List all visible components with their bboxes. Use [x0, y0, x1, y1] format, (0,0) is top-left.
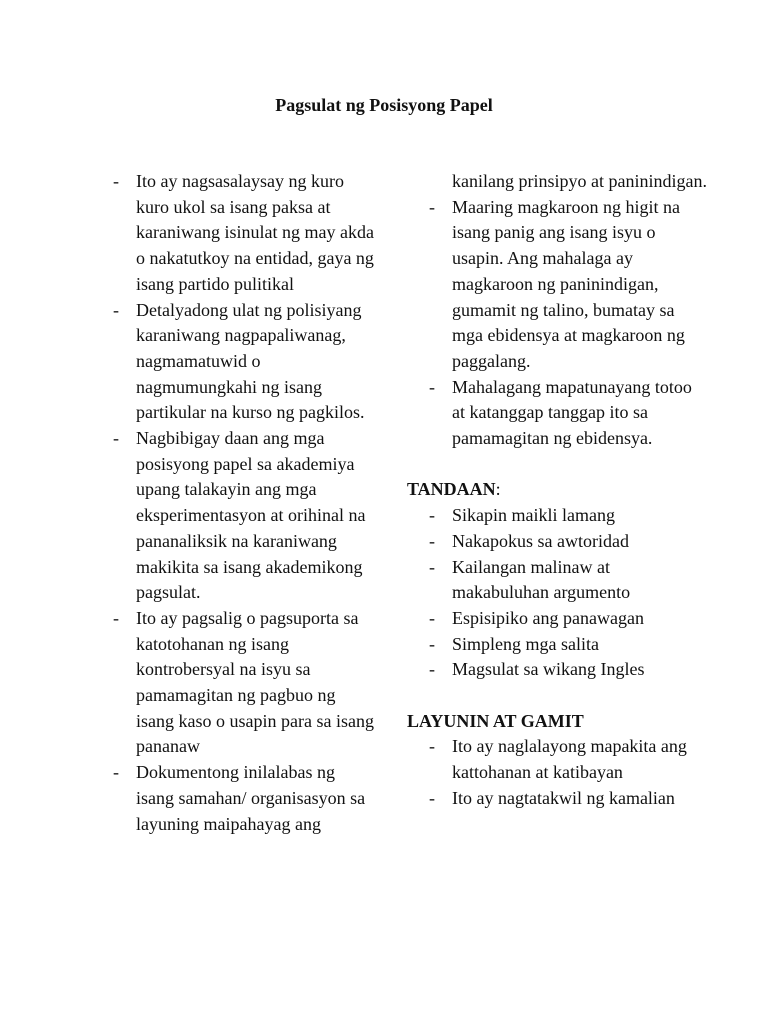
definition-list-continued — [407, 195, 707, 452]
list-item: - Kailangan malinaw at makabuluhan argumento — [407, 555, 707, 606]
list-item: - Maaring magkaroon ng higit na isang panig ang isang isyu o usapin. Ang mahalaga ay magkaroon ng paninindigan, gumamit ng talino, bumatay sa mga ebidensya at magkaroon ng paggalang. — [407, 195, 707, 375]
list-item: - Mahalagang mapatunayang totoo at katanggap tanggap ito sa pamamagitan ng ebidensya. — [407, 375, 707, 452]
tandaan-list — [407, 503, 707, 683]
spacer — [407, 683, 707, 709]
list-item: - Espisipiko ang panawagan — [407, 606, 707, 632]
list-item: - Ito ay nagtatakwil ng kamalian — [407, 786, 707, 812]
left-column — [112, 169, 377, 837]
list-item: - Dokumentong inilalabas ng isang samahan/ organisasyon sa layuning maipahayag ang — [112, 760, 377, 837]
list-item: - Magsulat sa wikang Ingles — [407, 657, 707, 683]
list-item: - Simpleng mga salita — [407, 632, 707, 658]
list-item: - Detalyadong ulat ng polisiyang karaniwang nagpapaliwanag, nagmamatuwid o nagmumungkahi ng isang partikular na kurso ng pagkilos. — [112, 298, 377, 427]
list-item: - Nakapokus sa awtoridad — [407, 529, 707, 555]
page-title: Pagsulat ng Posisyong Papel — [275, 95, 493, 115]
list-item: - Sikapin maikli lamang — [407, 503, 707, 529]
tandaan-heading-colon: : — [495, 479, 501, 500]
tandaan-heading — [407, 477, 707, 503]
definition-list — [112, 169, 377, 837]
list-item: - Ito ay pagsalig o pagsuporta sa katotohanan ng isang kontrobersyal na isyu sa pamamagitan ng pagbuo ng isang kaso o usapin para sa isang pananaw — [112, 606, 377, 760]
right-column — [407, 169, 707, 812]
spacer — [407, 452, 707, 478]
layunin-heading: LAYUNIN AT GAMIT — [407, 710, 584, 731]
list-item: - Ito ay naglalayong mapakita ang kattohanan at katibayan — [407, 734, 707, 785]
list-item: - Ito ay nagsasalaysay ng kuro kuro ukol sa isang paksa at karaniwang isinulat ng may akda o nakatutkoy na entidad, gaya ng isang partido pulitikal — [112, 169, 377, 298]
tandaan-heading-text: TANDAAN — [407, 479, 496, 500]
list-item-continuation: kanilang prinsipyo at paninindigan. — [452, 171, 707, 191]
list-item: - Nagbibigay daan ang mga posisyong papel sa akademiya upang talakayin ang mga eksperimentasyon at orihinal na pananaliksik na karaniwang makikita sa isang akademikong pagsulat. — [112, 426, 377, 606]
layunin-list — [407, 734, 707, 811]
